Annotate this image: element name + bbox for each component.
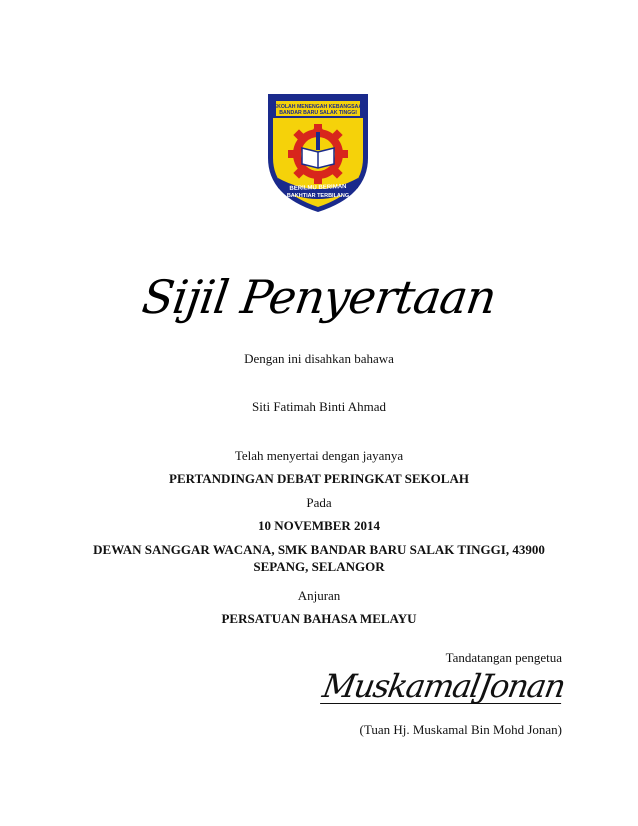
svg-text:BAKHTIAR TERBILANG: BAKHTIAR TERBILANG	[286, 193, 350, 199]
svg-text:BANDAR BARU SALAK TINGGI: BANDAR BARU SALAK TINGGI	[279, 110, 357, 116]
school-crest-logo	[262, 88, 374, 216]
signatory-name: (Tuan Hj. Muskamal Bin Mohd Jonan)	[359, 722, 562, 737]
svg-text:BERILMU BERIMAN: BERILMU BERIMAN	[289, 184, 347, 192]
signature-label: Tandatangan pengetua	[445, 650, 562, 665]
recipient-name: Siti Fatimah Binti Ahmad	[252, 399, 386, 414]
certificate-title: Sijil Penyertaan	[138, 270, 500, 324]
event-date: 10 NOVEMBER 2014	[257, 518, 381, 533]
organizer-label: Anjuran	[297, 588, 341, 603]
event-venue: DEWAN SANGGAR WACANA, SMK BANDAR BARU SALAK TINGGI, 43900 SEPANG, SELANGOR	[93, 542, 545, 574]
svg-text:SEKOLAH MENENGAH KEBANGSAAN: SEKOLAH MENENGAH KEBANGSAAN	[270, 104, 366, 110]
on-label: Pada	[306, 495, 332, 510]
event-name: PERTANDINGAN DEBAT PERINGKAT SEKOLAH	[169, 471, 469, 486]
organizer-name: PERSATUAN BAHASA MELAYU	[221, 611, 417, 626]
participation-text: Telah menyertai dengan jayanya	[234, 448, 404, 463]
intro-text: Dengan ini disahkan bahawa	[244, 351, 394, 366]
principal-signature: MuskamalJonan	[320, 667, 568, 705]
